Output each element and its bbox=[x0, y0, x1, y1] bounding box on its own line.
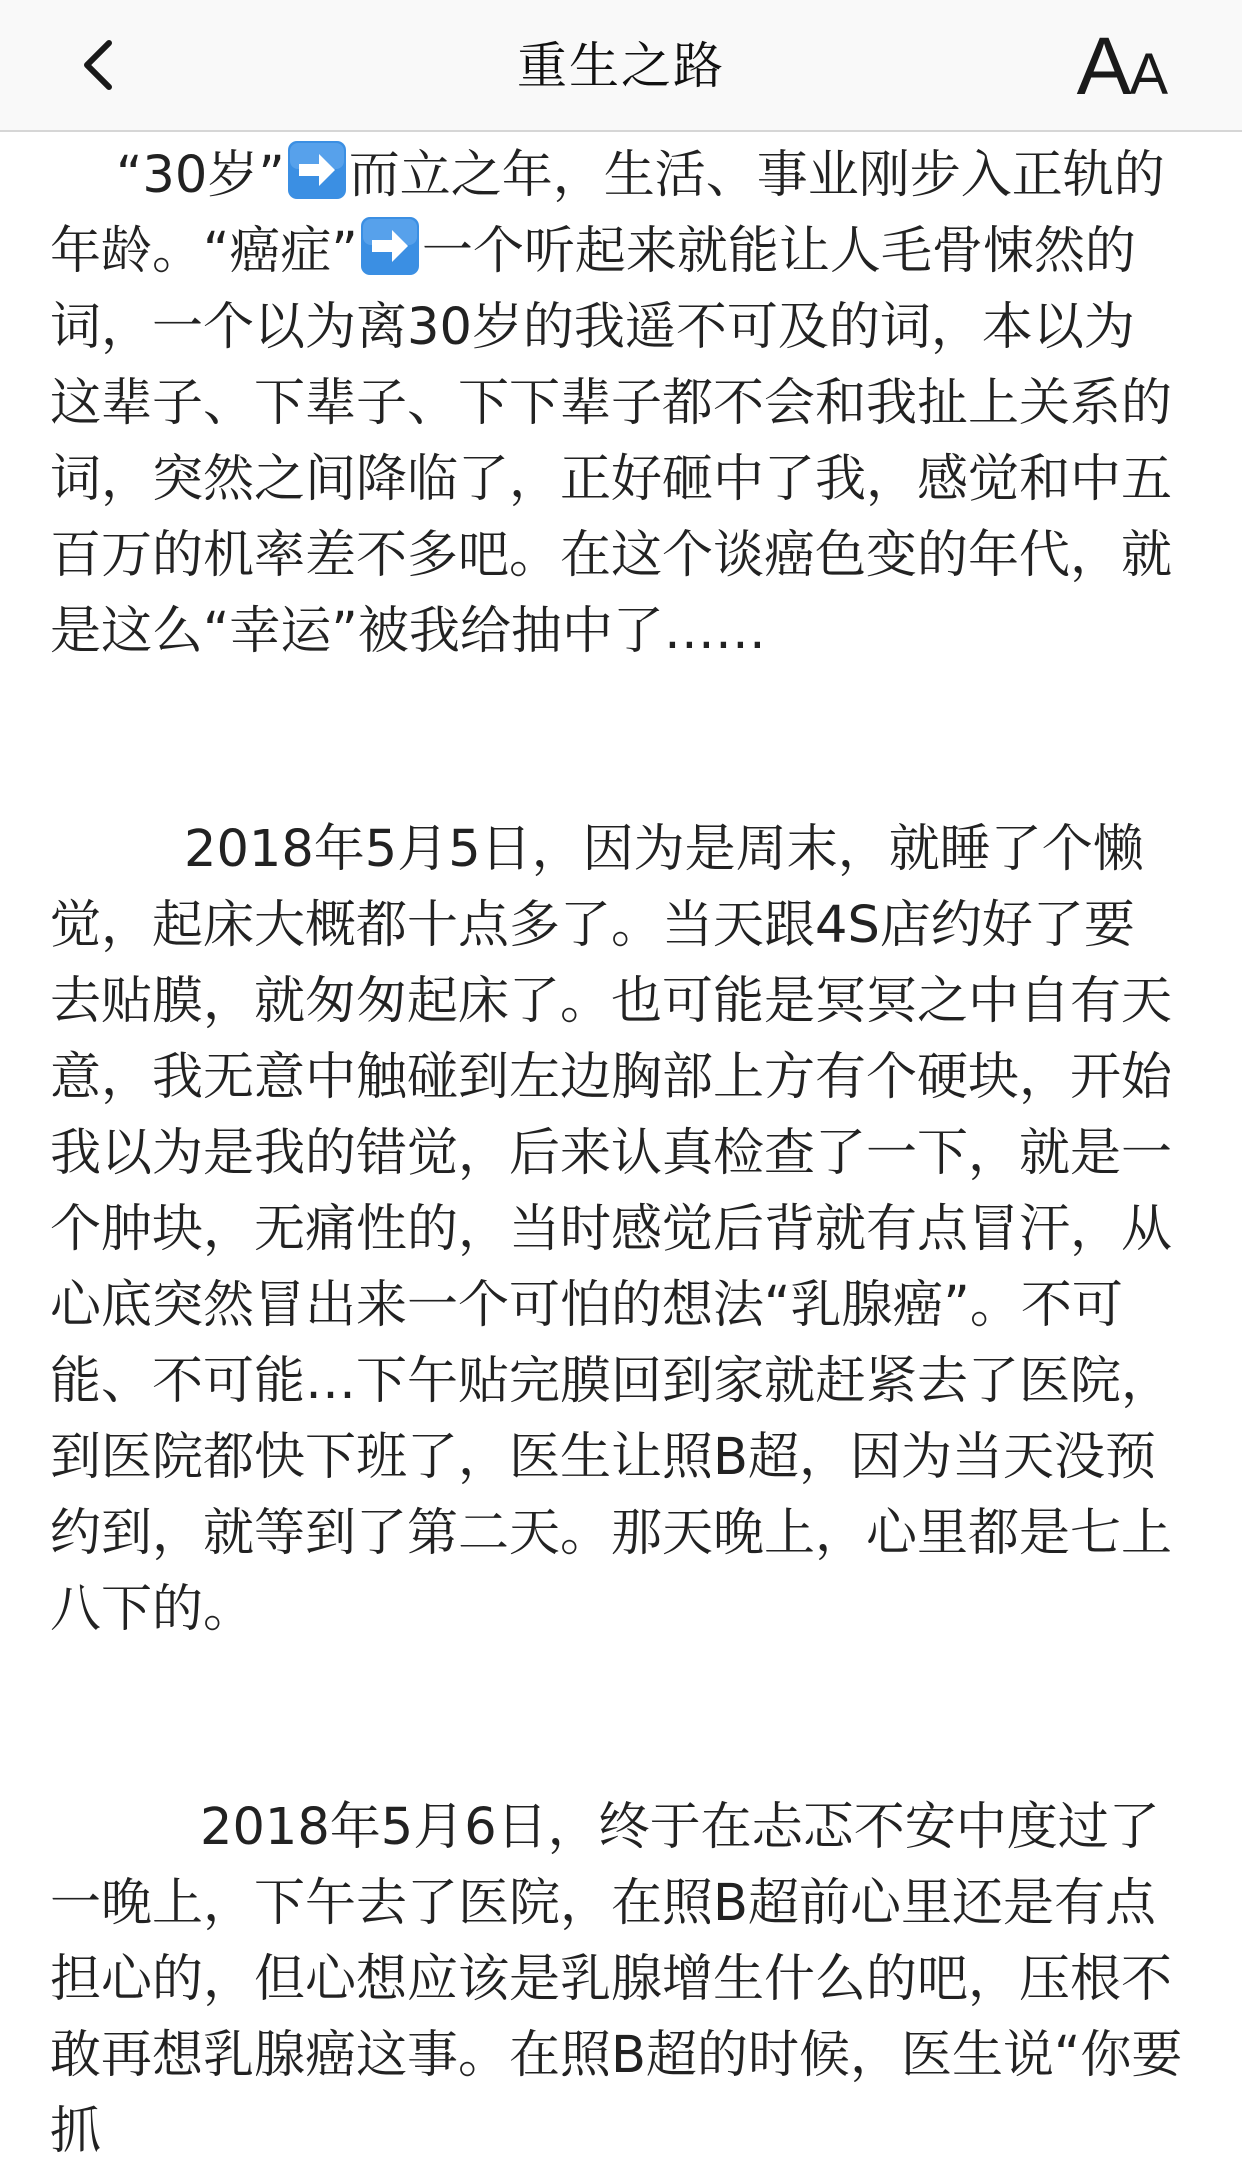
intro-text-2: 而立之年，生活、事业刚步入正轨的年龄。“癌症” bbox=[50, 146, 1165, 281]
font-size-icon-large-a: A bbox=[1076, 21, 1132, 112]
page-title: 重生之路 bbox=[517, 37, 725, 95]
right-arrow-emoji-icon bbox=[287, 140, 347, 200]
font-size-button[interactable] bbox=[1077, 22, 1168, 112]
intro-text-3: 一个听起来就能让人毛骨悚然的词，一个以为离30岁的我遥不可及的词，本以为这辈子、下辈子、下下辈子都不会和我扯上关系的词，突然之间降临了，正好砸中了我，感觉和中五百万的机率差不多吧。在这个谈癌色变的年代，就是这么“幸运”被我给抽中了…… bbox=[50, 222, 1173, 661]
right-arrow-emoji-icon bbox=[360, 216, 420, 276]
intro-text-1: “30岁” bbox=[116, 146, 285, 205]
font-size-icon-small-a: A bbox=[1129, 42, 1168, 107]
paragraph-may-5: 2018年5月5日，因为是周末，就睡了个懒觉，起床大概都十点多了。当天跟4S店约好了要去贴膜，就匆匆起床了。也可能是冥冥之中自有天意，我无意中触碰到左边胸部上方有个硬块，开始我以为是我的错觉，后来认真检查了一下，就是一个肿块，无痛性的，当时感觉后背就有点冒汗，从心底突然冒出来一个可怕的想法“乳腺癌”。不可能、不可能…下午贴完膜回到家就赶紧去了医院，到医院都快下班了，医生让照B超，因为当天没预约到，就等到了第二天。那天晚上，心里都是七上八下的。 bbox=[50, 820, 1173, 1639]
paragraph-may-6: 2018年5月6日，终于在忐忑不安中度过了一晚上，下午去了医院，在照B超前心里还是有点担心的，但心想应该是乳腺增生什么的吧，压根不敢再想乳腺癌这事。在照B超的时候，医生说“你要抓 bbox=[50, 1798, 1183, 2161]
paragraph-intro bbox=[50, 138, 1185, 670]
navigation-bar bbox=[0, 0, 1242, 132]
article-body bbox=[50, 138, 1185, 2170]
